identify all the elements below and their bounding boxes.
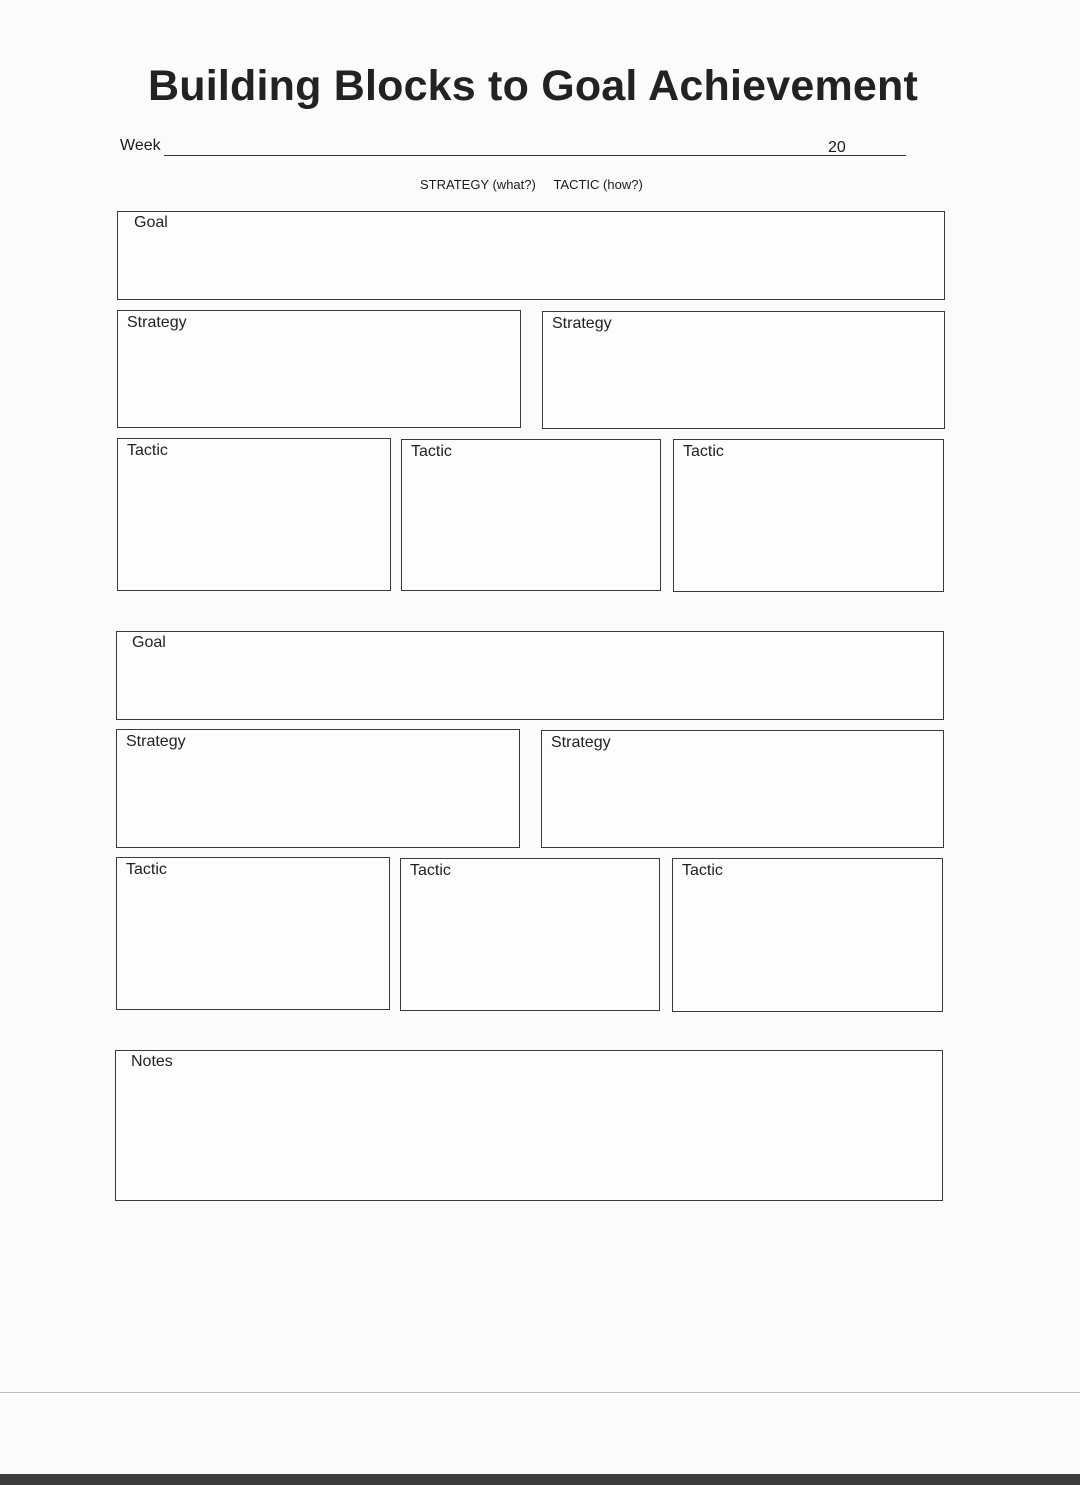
tactic-label: Tactic [682,862,723,879]
week-row [120,137,906,161]
legend [420,177,643,192]
tactic-box-1a[interactable] [117,438,391,591]
strategy-label: Strategy [126,733,186,750]
notes-label: Notes [131,1053,173,1070]
goal-label: Goal [134,214,168,231]
legend-tactic: TACTIC (how?) [553,177,643,192]
week-entry-line[interactable] [164,155,906,156]
tactic-box-2c[interactable] [672,858,943,1012]
strategy-box-1a[interactable] [117,310,521,428]
tactic-box-2b[interactable] [400,858,660,1011]
tactic-label: Tactic [683,443,724,460]
tactic-label: Tactic [411,443,452,460]
goal-label: Goal [132,634,166,651]
strategy-label: Strategy [552,315,612,332]
tactic-box-1b[interactable] [401,439,661,591]
tactic-box-1c[interactable] [673,439,944,592]
tactic-box-2a[interactable] [116,857,390,1010]
page-title: Building Blocks to Goal Achievement [148,62,918,110]
strategy-box-2a[interactable] [116,729,520,848]
goal-box-1[interactable] [117,211,945,300]
strategy-box-2b[interactable] [541,730,944,848]
goal-box-2[interactable] [116,631,944,720]
tactic-label: Tactic [126,861,167,878]
page-bottom-edge [0,1392,1080,1393]
notes-box[interactable] [115,1050,943,1201]
legend-strategy: STRATEGY (what?) [420,177,536,192]
tactic-label: Tactic [410,862,451,879]
strategy-label: Strategy [127,314,187,331]
week-label: Week [120,137,161,154]
year-label: 20 [828,139,846,156]
scan-bottom-band [0,1474,1080,1485]
strategy-label: Strategy [551,734,611,751]
tactic-label: Tactic [127,442,168,459]
strategy-box-1b[interactable] [542,311,945,429]
